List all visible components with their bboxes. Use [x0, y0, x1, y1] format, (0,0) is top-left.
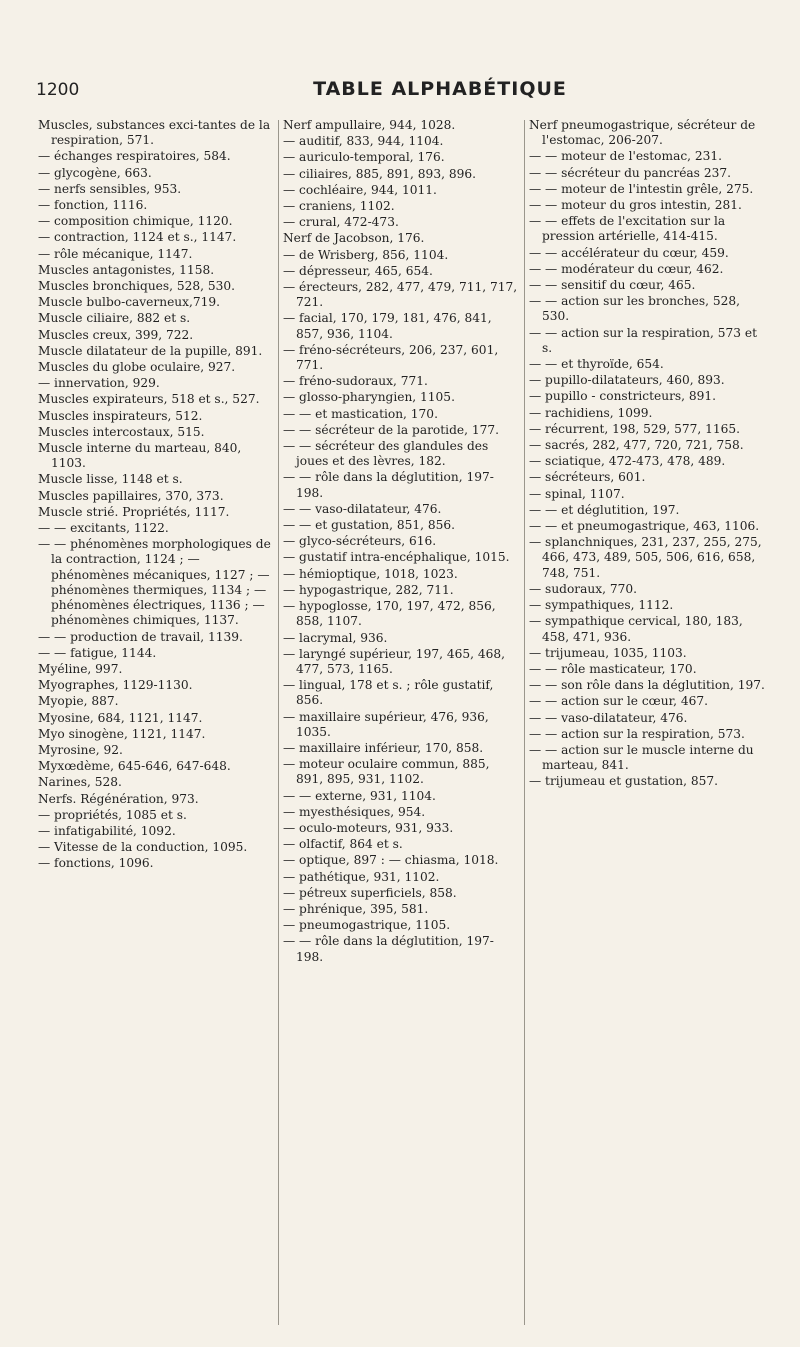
index-entry: — facial, 170, 179, 181, 476, 841, 857, 936, 1104.: [283, 311, 492, 341]
index-entry: — — externe, 931, 1104.: [283, 788, 436, 803]
index-entry: Nerfs. Régénération, 973.: [38, 791, 199, 806]
index-entry: — trijumeau, 1035, 1103.: [529, 645, 687, 660]
index-entry: — — et pneumogastrique, 463, 1106.: [529, 519, 760, 534]
index-entry: — — et gustation, 851, 856.: [283, 518, 456, 533]
index-entry: — sécréteurs, 601.: [529, 470, 646, 485]
index-entry: — hémioptique, 1018, 1023.: [283, 566, 458, 581]
index-entry: — — action sur le muscle interne du marteau, 841.: [529, 742, 754, 773]
index-entry: — — rôle dans la déglutition, 197-198.: [283, 934, 494, 964]
index-entry: Muscle interne du marteau, 840, 1103.: [38, 441, 242, 471]
index-entry: — fréno-sudoraux, 771.: [283, 374, 428, 389]
index-entry: Muscles inspirateurs, 512.: [38, 408, 203, 423]
index-entry: Myrosine, 92.: [38, 742, 123, 757]
index-entry: — glyco-sécréteurs, 616.: [283, 534, 437, 549]
index-entry: — moteur oculaire commun, 885, 891, 895, 931, 1102.: [283, 757, 490, 787]
index-entry: Narines, 528.: [38, 775, 122, 790]
index-entry: — fonctions, 1096.: [38, 856, 154, 871]
index-entry: — lingual, 178 et s. ; rôle gustatif, 856.: [283, 678, 494, 708]
index-entry: Muscle dilatateur de la pupille, 891.: [38, 343, 263, 358]
index-entry: — phrénique, 395, 581.: [283, 901, 429, 916]
index-columns: [38, 118, 768, 1338]
index-entry: — — et thyroïde, 654.: [529, 357, 664, 372]
index-entry: Muscles du globe oculaire, 927.: [38, 360, 236, 375]
index-entry: — composition chimique, 1120.: [38, 214, 233, 229]
page-title: TABLE ALPHABÉTIQUE: [313, 78, 567, 100]
index-entry: Myéline, 997.: [38, 661, 123, 676]
index-entry: — pneumogastrique, 1105.: [283, 918, 451, 933]
index-entry: — — production de travail, 1139.: [38, 629, 243, 644]
index-entry: — sudoraux, 770.: [529, 581, 638, 596]
index-column-1: [38, 118, 274, 873]
index-entry: — hypogastrique, 282, 711.: [283, 582, 454, 597]
index-entry: — infatigabilité, 1092.: [38, 823, 176, 838]
index-entry: — sciatique, 472-473, 478, 489.: [529, 454, 726, 469]
index-entry: — pupillo-dilatateurs, 460, 893.: [529, 373, 725, 388]
index-entry: — auriculo-temporal, 176.: [283, 150, 445, 165]
index-entry: Muscles antagonistes, 1158.: [38, 262, 215, 277]
index-entry: Nerf ampullaire, 944, 1028.: [283, 118, 456, 132]
index-entry: — rôle mécanique, 1147.: [38, 246, 193, 261]
index-entry: — splanchniques, 231, 237, 255, 275, 466, 473, 489, 505, 506, 616, 658, 748, 751.: [529, 535, 762, 580]
index-entry: — innervation, 929.: [38, 376, 160, 391]
index-entry: Muscles intercostaux, 515.: [38, 424, 205, 439]
index-entry: Nerf pneumogastrique, sécréteur de l'estomac, 206-207.: [529, 118, 756, 148]
index-entry: — sympathique cervical, 180, 183, 458, 471, 936.: [529, 614, 743, 644]
index-entry: — — et déglutition, 197.: [529, 502, 680, 517]
index-entry: Muscles papillaires, 370, 373.: [38, 488, 224, 503]
index-entry: — — sécréteur de la parotide, 177.: [283, 422, 499, 437]
index-entry: — — sécréteur des glandules des joues et des lèvres, 182.: [283, 439, 489, 469]
index-entry: — pupillo - constricteurs, 891.: [529, 389, 717, 404]
index-entry: Muscle lisse, 1148 et s.: [38, 472, 183, 487]
index-entry: Nerf de Jacobson, 176.: [283, 231, 425, 246]
index-entry: Myxœdème, 645-646, 647-648.: [38, 759, 231, 774]
index-entry: — lacrymal, 936.: [283, 630, 388, 645]
index-entry: — auditif, 833, 944, 1104.: [283, 134, 444, 149]
index-entry: — — vaso-dilatateur, 476.: [529, 710, 688, 725]
index-entry: Myosine, 684, 1121, 1147.: [38, 710, 203, 725]
index-entry: — craniens, 1102.: [283, 199, 395, 214]
index-entry: — cochléaire, 944, 1011.: [283, 182, 437, 197]
index-entry: Muscle ciliaire, 882 et s.: [38, 311, 191, 326]
index-entry: — — moteur du gros intestin, 281.: [529, 198, 742, 213]
column-divider: [524, 120, 525, 1325]
page-number: 1200: [36, 80, 80, 100]
index-entry: — sympathiques, 1112.: [529, 598, 674, 613]
index-entry: — — vaso-dilatateur, 476.: [283, 501, 442, 516]
index-entry: Muscles, substances exci-tantes de la respiration, 571.: [38, 118, 271, 148]
index-entry: — — et mastication, 170.: [283, 406, 438, 421]
index-entry: — — moteur de l'intestin grêle, 275.: [529, 181, 754, 196]
index-entry: — oculo-moteurs, 931, 933.: [283, 820, 454, 835]
index-entry: — échanges respiratoires, 584.: [38, 149, 231, 164]
index-entry: — dépresseur, 465, 654.: [283, 263, 433, 278]
index-entry: Myo sinogène, 1121, 1147.: [38, 726, 206, 741]
index-entry: — — rôle masticateur, 170.: [529, 661, 697, 676]
index-entry: — trijumeau et gustation, 857.: [529, 774, 718, 789]
index-entry: — — modérateur du cœur, 462.: [529, 261, 724, 276]
index-entry: — récurrent, 198, 529, 577, 1165.: [529, 421, 741, 436]
column-divider: [278, 120, 279, 1325]
index-entry: Muscles bronchiques, 528, 530.: [38, 279, 236, 294]
index-entry: — glycogène, 663.: [38, 165, 152, 180]
index-entry: Muscles creux, 399, 722.: [38, 327, 194, 342]
index-entry: — contraction, 1124 et s., 1147.: [38, 230, 237, 245]
index-entry: — — action sur les bronches, 528, 530.: [529, 294, 740, 324]
index-entry: — — action sur la respiration, 573 et s.: [529, 325, 757, 355]
index-entry: — — sensitif du cœur, 465.: [529, 278, 696, 293]
index-entry: — fonction, 1116.: [38, 198, 148, 213]
index-column-2: [283, 118, 519, 966]
index-entry: — — rôle dans la déglutition, 197-198.: [283, 470, 494, 500]
index-entry: — — action sur le cœur, 467.: [529, 694, 708, 709]
index-entry: — optique, 897 : — chiasma, 1018.: [283, 853, 499, 868]
index-entry: — rachidiens, 1099.: [529, 405, 653, 420]
index-entry: — crural, 472-473.: [283, 215, 399, 230]
index-entry: — propriétés, 1085 et s.: [38, 807, 187, 822]
index-entry: — ciliaires, 885, 891, 893, 896.: [283, 166, 476, 181]
index-entry: — — moteur de l'estomac, 231.: [529, 149, 723, 164]
index-entry: — — excitants, 1122.: [38, 521, 169, 536]
index-entry: — glosso-pharyngien, 1105.: [283, 390, 455, 405]
index-entry: Muscle bulbo-caverneux,719.: [38, 295, 221, 310]
index-entry: Muscles expirateurs, 518 et s., 527.: [38, 392, 260, 407]
index-entry: — — son rôle dans la déglutition, 197.: [529, 678, 765, 693]
index-entry: — gustatif intra-encéphalique, 1015.: [283, 550, 510, 565]
index-entry: — maxillaire inférieur, 170, 858.: [283, 740, 484, 755]
index-entry: Muscle strié. Propriétés, 1117.: [38, 504, 230, 519]
index-entry: — érecteurs, 282, 477, 479, 711, 717, 721.: [283, 280, 518, 310]
index-entry: — maxillaire supérieur, 476, 936, 1035.: [283, 709, 489, 739]
index-entry: — — phénomènes morphologiques de la contraction, 1124 ; — phénomènes mécaniques, 1127 ; — phénomènes thermiques, 1134 ; —phénomènes électriques, 1136 ; — phénomènes chimiques, 1137.: [38, 537, 271, 628]
index-entry: — nerfs sensibles, 953.: [38, 181, 182, 196]
index-entry: — pathétique, 931, 1102.: [283, 869, 440, 884]
index-entry: — pétreux superficiels, 858.: [283, 885, 457, 900]
index-entry: — sacrés, 282, 477, 720, 721, 758.: [529, 438, 744, 453]
index-entry: — de Wrisberg, 856, 1104.: [283, 247, 449, 262]
index-entry: — fréno-sécréteurs, 206, 237, 601, 771.: [283, 342, 499, 373]
index-entry: — Vitesse de la conduction, 1095.: [38, 840, 248, 855]
index-entry: — laryngé supérieur, 197, 465, 468, 477, 573, 1165.: [283, 646, 505, 676]
index-entry: — olfactif, 864 et s.: [283, 837, 403, 852]
index-entry: — myesthésiques, 954.: [283, 804, 426, 819]
index-entry: — — action sur la respiration, 573.: [529, 726, 745, 741]
index-column-3: [529, 118, 765, 791]
index-entry: — — accélérateur du cœur, 459.: [529, 245, 729, 260]
index-entry: Myopie, 887.: [38, 694, 119, 709]
index-entry: — — fatigue, 1144.: [38, 645, 157, 660]
index-entry: — — sécréteur du pancréas 237.: [529, 165, 731, 180]
index-entry: Myographes, 1129-1130.: [38, 678, 193, 693]
index-entry: — hypoglosse, 170, 197, 472, 856, 858, 1107.: [283, 599, 496, 629]
index-entry: — spinal, 1107.: [529, 486, 625, 501]
index-entry: — — effets de l'excitation sur la pression artérielle, 414-415.: [529, 214, 726, 244]
